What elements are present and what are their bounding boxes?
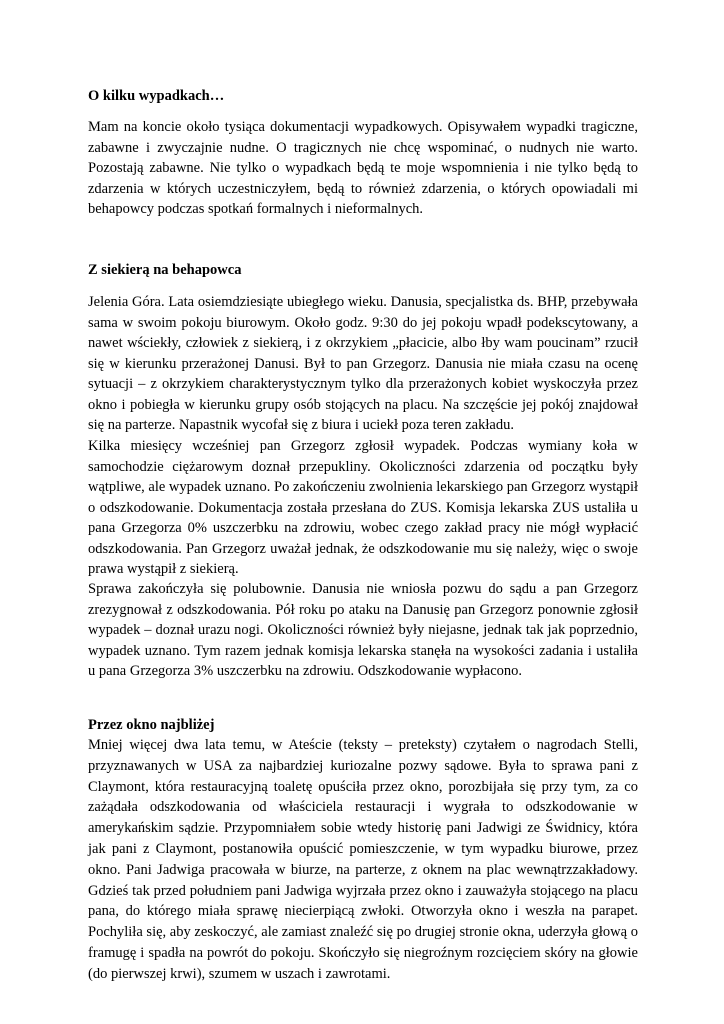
section-2-paragraph-3: Sprawa zakończyła się polubownie. Danusia nie wniosła pozwu do sądu a pan Grzegorz zrezygnował z odszkodowania. Pół roku po ataku na Danusię pan Grzegorz ponownie zgłosił wypadek – doznał urazu nogi. Okoliczności również były niejasne, jednak tak jak poprzednio, wypadek uznano. Tym razem jednak komisja lekarska stanęła na wysokości zadania i ustaliła u pana Grzegorza 3% uszczerbku na zdrowiu. Odszkodowanie wypłacono. (88, 581, 638, 679)
section-2-paragraph-1: Jelenia Góra. Lata osiemdziesiąte ubiegłego wieku. Danusia, specjalistka ds. BHP, przebywała sama w swoim pokoju biurowym. Około godz. 9:30 do jej pokoju wpadł podekscytowany, a nawet wściekły, człowiek z siekierą, i z okrzykiem „płacicie, albo łby wam poucinam” rzucił się w kierunku przerażonej Danusi. Był to pan Grzegorz. Danusia nie miała czasu na ocenę sytuacji – z okrzykiem charakterystycznym tylko dla przerażonych kobiet wyskoczyła przez okno i pobiegła w kierunku grupy osób stojących na placu. Na szczęście jej pokój znajdował się na parterze. Napastnik wycofał się z biura i uciekł poza teren zakładu. (88, 294, 638, 433)
section-2-paragraph-2: Kilka miesięcy wcześniej pan Grzegorz zgłosił wypadek. Podczas wymiany koła w samochodzie ciężarowym doznał przepukliny. Okoliczności zdarzenia od początku były wątpliwe, ale wypadek uznano. Po zakończeniu zwolnienia lekarskiego pan Grzegorz wystąpił o odszkodowanie. Dokumentacja została przesłana do ZUS. Komisja lekarska ZUS ustaliła u pana Grzegorza 0% uszczerbku na zdrowiu, wobec czego zakład pracy nie mógł wypłacić odszkodowania. Pan Grzegorz uważał jednak, że odszkodowanie mu się należy, więc o swoje prawa wystąpił z siekierą. (88, 438, 638, 577)
section-heading-przez-okno: Przez okno najbliżej (88, 717, 215, 733)
section-heading-z-siekiera: Z siekierą na behapowca (88, 262, 242, 278)
section-1-paragraph-1: Mam na koncie około tysiąca dokumentacji wypadkowych. Opisywałem wypadki tragiczne, zabawne i zwyczajnie nudne. O tragicznych nie chcę wspominać, o nudnych nie warto. Pozostają zabawne. Nie tylko o wypadkach będą te moje wspomnienia i nie tylko będą to zdarzenia w których uczestniczyłem, będą to również zdarzenia, o których opowiadali mi behapowcy podczas spotkań formalnych i nieformalnych. (88, 119, 638, 217)
section-3-paragraph-1: Mniej więcej dwa lata temu, w Ateście (teksty – preteksty) czytałem o nagrodach Stelli, przyznawanych w USA za najbardziej kuriozalne pozwy sądowe. Była to sprawa pani z Claymont, która restauracyjną toaletę opuściła przez okno, porozbijała się przy tym, za co zażądała odszkodowania od właściciela restauracji i wygrała to odszkodowanie w amerykańskim sądzie. Przypomniałem sobie wtedy historię pani Jadwigi ze Świdnicy, która jak pani z Claymont, postanowiła opuścić pomieszczenie, w tym wypadku biurowe, przez okno. Pani Jadwiga pracowała w biurze, na parterze, z oknem na plac wewnątrzzakładowy. Gdzieś tak przed południem pani Jadwiga wyjrzała przez okno i zauważyła stojącego na placu pana, do którego miała sprawę niecierpiącą zwłoki. Otworzyła okno i weszła na parapet. Pochyliła się, aby zeskoczyć, ale zamiast znaleźć się po drugiej stronie okna, uderzyła głową o framugę i spadła na powrót do pokoju. Skończyło się niegroźnym rozcięciem skóry na głowie (do pierwszej krwi), szumem w uszach i zawrotami. (88, 737, 638, 982)
section-heading-o-kilku-wypadkach: O kilku wypadkach… (88, 88, 225, 104)
